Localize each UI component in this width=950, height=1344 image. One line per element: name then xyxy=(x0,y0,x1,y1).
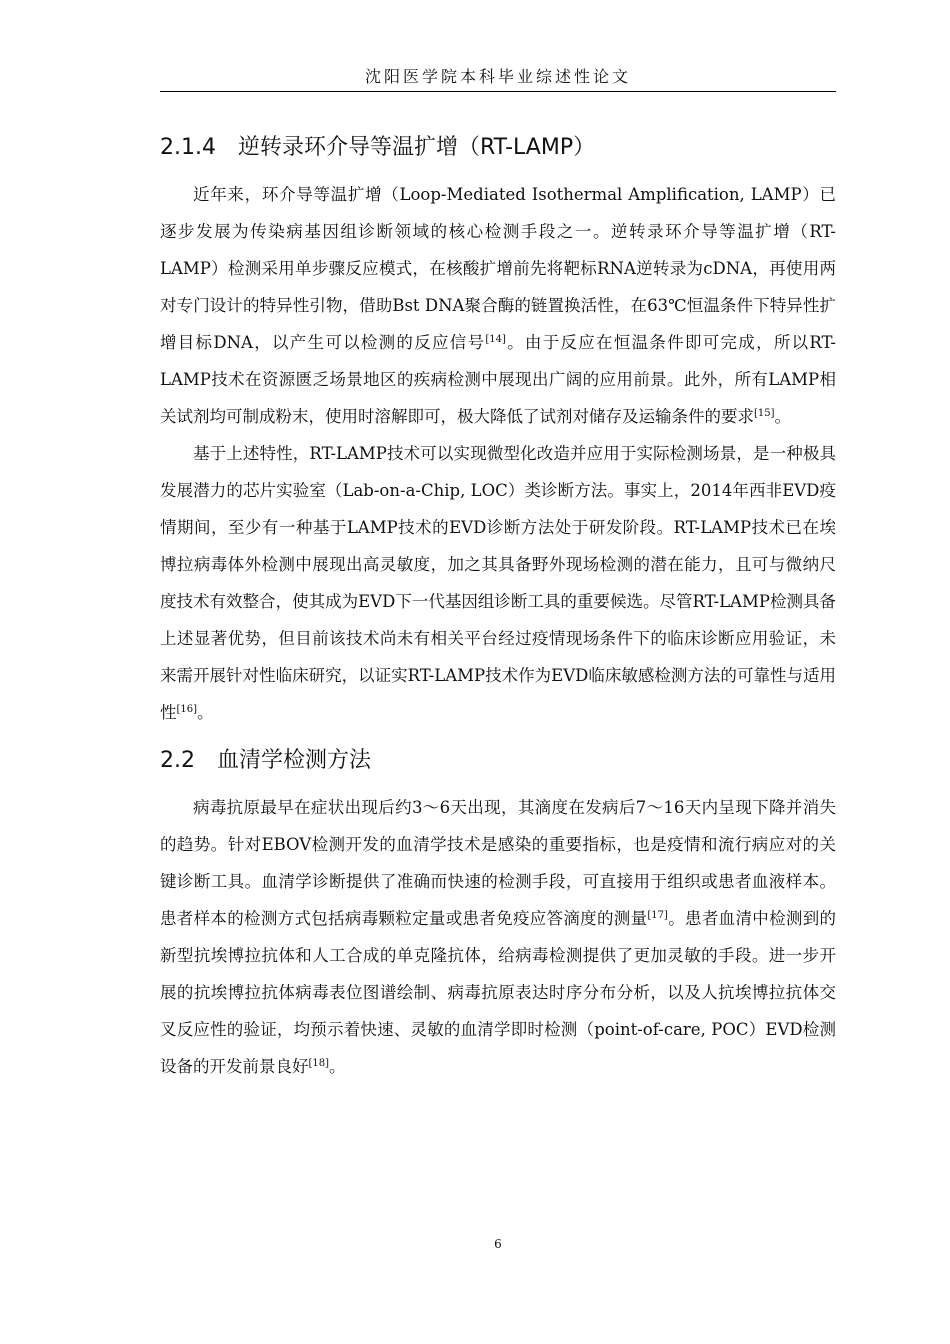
running-header: 沈阳医学院本科毕业综述性论文 xyxy=(364,67,631,86)
citation-18: [18] xyxy=(308,1058,330,1069)
citation-15: [15] xyxy=(754,408,775,419)
text-run: 基于上述特性，RT-LAMP技术可以实现微型化改造并应用于实际检测场景，是一种极具发展潜力的芯片实验室（Lab-on-a-Chip, LOC）类诊断方法。事实上，2014年西非EVD疫情期间，至少有一种基于LAMP技术的EVD诊断方法处于研发阶段。RT-LAMP技术已在埃博拉病毒体外检测中展现出高灵敏度，加之其具备野外现场检测的潜在能力，且可与微纳尺度技术有效整合，使其成为EVD下一代基因组诊断工具的重要候选。尽管RT-LAMP检测具备上述显著优势，但目前该技术尚未有相关平台经过疫情现场条件下的临床诊断应用验证，未来需开展针对性临床研究，以证实RT-LAMP技术作为EVD临床敏感检测方法的可靠性与适用性 xyxy=(160,444,836,722)
text-run: 。患者血清中检测到的新型抗埃博拉抗体和人工合成的单克隆抗体，给病毒检测提供了更加灵敏的手段。进一步开展的抗埃博拉抗体病毒表位图谱绘制、病毒抗原表达时序分布分析，以及人抗埃博拉抗体交叉反应性的验证，均预示着快速、灵敏的血清学即时检测（point-of-care, POC）EVD检测设备的开发前景良好 xyxy=(160,909,837,1076)
text-run: 近年来，环介导等温扩增（Loop-Mediated Isothermal Amplification, LAMP）已逐步发展为传染病基因组诊断领域的核心检测手段之一。逆转录环介导等温扩增（RT-LAMP）检测采用单步骤反应模式，在核酸扩增前先将靶标RNA逆转录为cDNA，再使用两对专门设计的特异性引物，借助Bst DNA聚合酶的链置换活性，在63℃恒温条件下特异性扩增目标DNA，以产生可以检测的反应信号 xyxy=(160,185,836,352)
header-rule xyxy=(160,91,836,92)
text-run: 。由于反应在恒温条件即可完成，所以RT-LAMP技术在资源匮乏场景地区的疾病检测中展现出广阔的应用前景。此外，所有LAMP相关试剂均可制成粉末，使用时溶解即可，极大降低了试剂对储存及运输条件的要求 xyxy=(160,333,836,426)
page-number: 6 xyxy=(494,1237,502,1251)
text-run: 病毒抗原最早在症状出现后约3～6天出现，其滴度在发病后7～16天内呈现下降并消失的趋势。针对EBOV检测开发的血清学技术是感染的重要指标，也是疫情和流行病应对的关键诊断工具。血清学诊断提供了准确而快速的检测手段，可直接用于组织或患者血液样本。患者样本的检测方式包括病毒颗粒定量或患者免疫应答滴度的测量 xyxy=(160,798,836,928)
section-title: 逆转录环介导等温扩增（RT-LAMP） xyxy=(237,135,596,160)
section-number: 2.2 xyxy=(160,748,195,773)
citation-14: [14] xyxy=(485,334,506,345)
paragraph-rt-lamp-intro xyxy=(160,176,836,435)
text-run: 。 xyxy=(774,407,792,426)
paragraph-serology xyxy=(160,789,836,1085)
citation-17: [17] xyxy=(647,910,668,921)
citation-16: [16] xyxy=(176,704,198,715)
text-run: 。 xyxy=(197,703,214,722)
page-body xyxy=(160,128,836,1085)
paragraph-rt-lamp-application xyxy=(160,435,836,731)
text-run: 。 xyxy=(329,1057,346,1076)
section-number: 2.1.4 xyxy=(160,135,216,160)
section-heading-2-1-4 xyxy=(160,128,836,168)
section-heading-2-2 xyxy=(160,741,836,781)
section-title: 血清学检测方法 xyxy=(217,748,372,773)
